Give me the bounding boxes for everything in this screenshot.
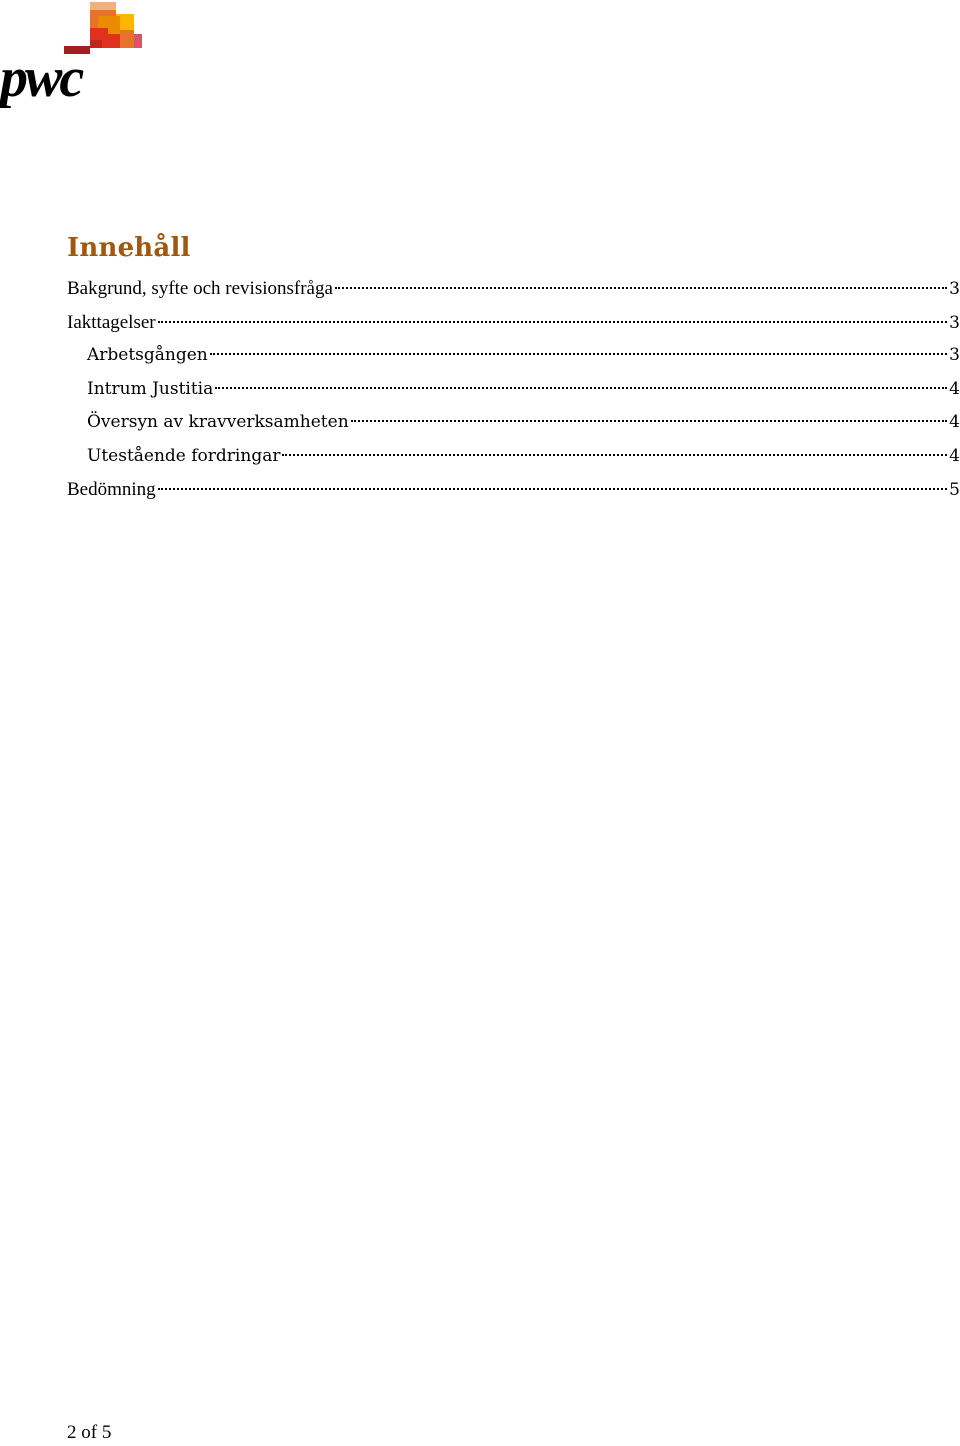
toc-entry-label: Intrum Justitia [87,378,214,399]
logo-block [134,34,142,48]
toc-entry-label: Iakttagelser [67,311,156,333]
toc-entry-page: 3 [949,345,960,365]
toc-entry-page: 3 [949,279,960,299]
toc-title: Innehåll [67,233,191,263]
logo-block [90,40,102,48]
toc-entry-page: 4 [949,445,960,466]
logo-wordmark: pwc [0,47,82,109]
toc-leader-dots [215,387,947,389]
toc-entry-page: 4 [949,412,960,432]
toc-entry-label: Arbetsgången [87,345,208,365]
toc-entry[interactable] [67,306,960,340]
toc-entry-label: Bedömning [67,479,156,500]
toc-entry[interactable] [67,373,960,407]
toc-entry-label: Bakgrund, syfte och revisionsfråga [67,278,333,299]
toc-entry[interactable] [67,272,960,306]
toc-leader-dots [158,488,948,490]
toc-entry-label: Utestående fordringar [87,445,281,466]
toc-entry-label: Översyn av kravverksamheten [87,412,349,432]
toc-entry[interactable] [67,473,960,507]
toc-leader-dots [158,321,948,323]
toc-entry-page: 5 [949,480,960,500]
table-of-contents [67,230,960,507]
logo-block [120,30,134,48]
pwc-logo-mark [0,0,150,115]
toc-entry[interactable] [67,339,960,373]
toc-leader-dots [351,420,948,422]
toc-leader-dots [210,353,947,355]
toc-leader-dots [335,287,947,289]
page-indicator: 2 of 5 [67,1422,112,1443]
toc-entry[interactable] [67,406,960,440]
toc-entry-page: 4 [949,378,960,399]
pwc-logo [0,0,150,115]
toc-entry-page: 3 [949,312,960,333]
toc-entry[interactable] [67,440,960,474]
toc-leader-dots [282,454,947,456]
